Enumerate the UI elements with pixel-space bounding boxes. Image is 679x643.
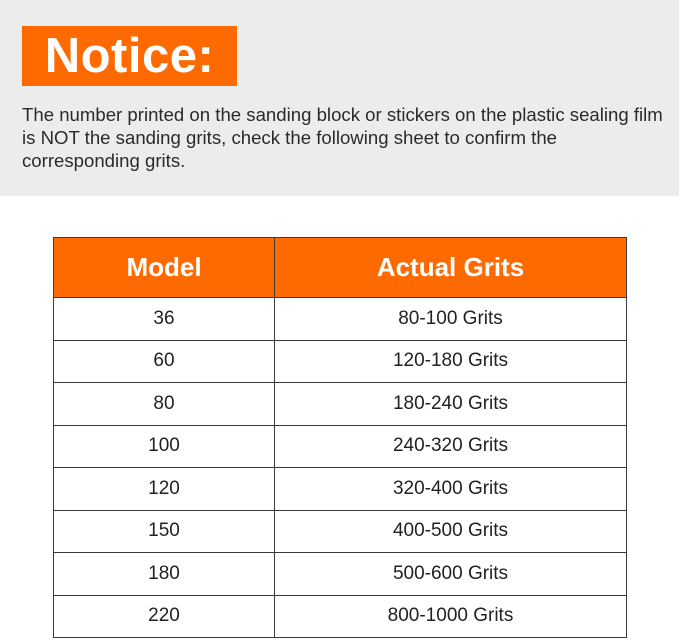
table-row <box>54 468 627 511</box>
model-cell: 100 <box>54 425 275 468</box>
grits-cell: 800-1000 Grits <box>275 595 627 638</box>
model-cell: 150 <box>54 510 275 553</box>
model-cell: 180 <box>54 553 275 596</box>
notice-badge: Notice: <box>22 26 237 86</box>
grits-cell: 500-600 Grits <box>275 553 627 596</box>
table-row <box>54 340 627 383</box>
model-cell: 120 <box>54 468 275 511</box>
grits-cell: 240-320 Grits <box>275 425 627 468</box>
model-column-header: Model <box>54 238 275 298</box>
notice-panel <box>0 0 679 196</box>
grits-cell: 400-500 Grits <box>275 510 627 553</box>
grits-column-header: Actual Grits <box>275 238 627 298</box>
model-cell: 60 <box>54 340 275 383</box>
grits-cell: 80-100 Grits <box>275 298 627 341</box>
model-cell: 36 <box>54 298 275 341</box>
table-row <box>54 383 627 426</box>
grits-table <box>53 237 627 638</box>
table-row <box>54 553 627 596</box>
table-row <box>54 595 627 638</box>
grits-cell: 320-400 Grits <box>275 468 627 511</box>
model-cell: 80 <box>54 383 275 426</box>
grits-cell: 180-240 Grits <box>275 383 627 426</box>
model-cell: 220 <box>54 595 275 638</box>
notice-text: The number printed on the sanding block or stickers on the plastic sealing film is NOT the sanding grits, check the following sheet to confirm the corresponding grits. <box>22 104 663 171</box>
table-row <box>54 298 627 341</box>
table-row <box>54 510 627 553</box>
table-row <box>54 425 627 468</box>
grits-cell: 120-180 Grits <box>275 340 627 383</box>
table-header-row <box>54 238 627 298</box>
